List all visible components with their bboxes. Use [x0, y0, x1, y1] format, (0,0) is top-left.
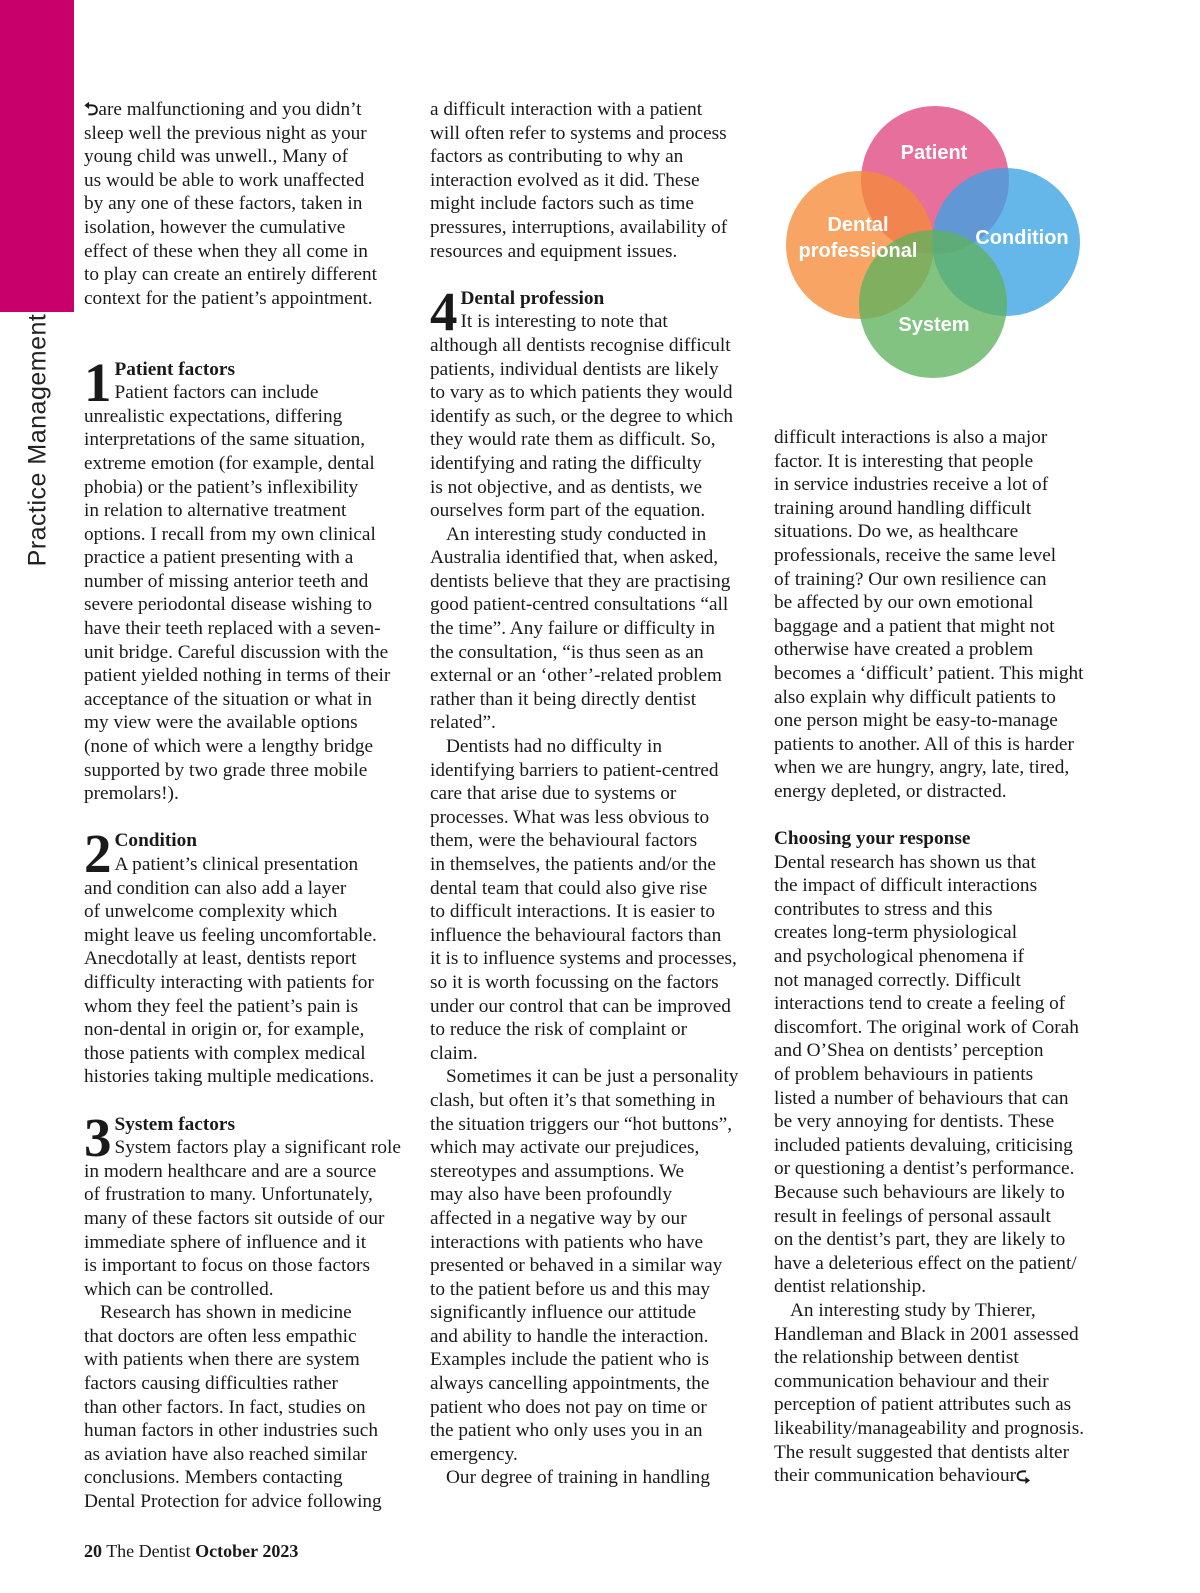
section-body: in modern healthcare and are a source of frustration to many. Unfortunately, many of these factors sit outside of our immediate sphere of influence and it is important to focus on those factors which can be controlled. — [84, 1160, 385, 1300]
section-body: and condition can also add a layer of unwelcome complexity which might leave us feeling uncomfortable. Anecdotally at least, dentists report difficulty interacting with patients for whom they feel the patient’s pain is non-dental in origin or, for example, those patients with complex medical histories taking multiple medications. — [84, 877, 377, 1088]
body-paragraph: a difficult interaction with a patient will often refer to systems and process factors as contributing to why an interaction evolved as it did. These might include factors such as time pressures, interruptions, availability of resources and equipment issues. — [430, 99, 728, 262]
section-dental-profession — [430, 280, 755, 342]
venn-label-patient: Patient — [900, 142, 968, 164]
article-column-2 — [430, 98, 755, 1490]
venn-label-system: System — [898, 314, 970, 336]
body-paragraph: Dentists had no difficulty in identifying barriers to patient-centred care that arise due to systems or processes. What was less obvious to them, were the behavioural factors in themselves, the patients and/or the dental team that could also give rise to difficult interactions. It is easier to influence the behavioural factors than it is to influence systems and processes, so it is worth focussing on the factors under our control that can be improved to reduce the risk of complaint or claim. — [430, 736, 737, 1064]
section-number: 3 — [84, 1106, 112, 1168]
section-first-line: System factors play a significant role — [114, 1137, 401, 1159]
section-heading: Patient factors — [114, 358, 235, 380]
section-number: 4 — [430, 280, 458, 342]
section-first-line: Patient factors can include — [114, 382, 319, 404]
venn-label-professional: professional — [798, 240, 918, 262]
section-body: although all dentists recognise difficult patients, individual dentists are likely to vary as to which patients they would identify as such, or the degree to which they would rate them as difficult. So, identifying and rating the difficulty is not objective, and as dentists, we ourselves form part of the equation. — [430, 334, 734, 522]
continuation-paragraph: ⮌are malfunctioning and you didn’t sleep well the previous night as your young child was unwell., Many of us would be able to work unaffected by any one of these factors, taken in isolation, however the cumulative effect of these when they all come in to play can create an entirely different context for the patient’s appointment. — [84, 99, 377, 309]
section-first-line: A patient’s clinical presentation — [114, 854, 359, 875]
page-footer — [84, 1541, 298, 1562]
subheading: Choosing your response — [774, 828, 971, 850]
section-number: 1 — [84, 351, 112, 413]
section-heading: Condition — [114, 830, 198, 852]
section-system-factors — [84, 1106, 414, 1168]
section-patient-factors — [84, 351, 414, 413]
body-paragraph: An interesting study conducted in Australia identified that, when asked, dentists believe that they are practising good patient-centred consultations “all the time”. Any failure or difficulty in the consultation, “is thus seen as an external or an ‘other’-related problem rather than it being directly dentist related”. — [430, 523, 731, 734]
section-condition — [84, 823, 414, 885]
page-number: 20 — [84, 1541, 102, 1561]
body-paragraph: Research has shown in medicine that doctors are often less empathic with patients when there are system factors causing difficulties rather than other factors. In fact, studies on human factors in other industries such as aviation have also reached similar conclusions. Members contacting Dental Protection for advice following — [84, 1302, 382, 1513]
continued-arrow-icon: ⮌ — [84, 99, 99, 120]
section-heading: Dental profession — [460, 287, 605, 309]
venn-label-condition: Condition — [975, 227, 1069, 249]
section-heading: System factors — [114, 1113, 235, 1135]
continues-arrow-icon: ⮎ — [1016, 1465, 1031, 1487]
body-paragraph: Our degree of training in handling — [446, 1467, 710, 1489]
body-paragraph: difficult interactions is also a major factor. It is interesting that people in service industries receive a lot of training around handling difficult situations. Do we, as healthcare professionals, receive the same level of training? Our own resilience can be affected by our own emotional baggage and a patient that might not otherwise have created a problem becomes a ‘difficult’ patient. This might also explain why difficult patients to one person might be easy-to-manage patients to another. All of this is harder when we are hungry, angry, late, tired, energy depleted, or distracted. — [774, 427, 1084, 802]
body-paragraph: Dental research has shown us that the impact of difficult interactions contributes to stress and this creates long-term physiological and psychological phenomena if not managed correctly. Difficult interactions tend to create a feeling of discomfort. The original work of Corah and O’Shea on dentists’ perception of problem behaviours in patients listed a number of behaviours that can be very annoying for dentists. These included patients devaluing, criticising or questioning a dentist’s performance. Because such behaviours are likely to result in feelings of personal assault on the dentist’s part, they are likely to have a deleterious effect on the patient/ dentist relationship. — [774, 851, 1079, 1298]
body-paragraph: An interesting study by Thierer, Handleman and Black in 2001 assessed the relationship between dentist communication behaviour and their perception of patient attributes such as likeability/manageability and prognosis. The result suggested that dentists alter their communication behaviour⮎ — [774, 1299, 1085, 1487]
venn-diagram — [780, 100, 1090, 380]
section-first-line: It is interesting to note that — [460, 311, 668, 333]
section-number: 2 — [84, 823, 112, 885]
body-paragraph: Sometimes it can be just a personality clash, but often it’s that something in the situation triggers our “hot buttons”, which may activate our prejudices, stereotypes and assumptions. We may also have been profoundly affected in a negative way by our interactions with patients who have presented or behaved in a similar way to the patient before us and this may significantly influence our attitude and ability to handle the interaction. Examples include the patient who is always cancelling appointments, the patient who does not pay on time or the patient who only uses you in an emergency. — [430, 1066, 739, 1465]
section-color-bar — [0, 0, 74, 312]
venn-label-dental: Dental — [827, 214, 889, 236]
section-body: unrealistic expectations, differing interpretations of the same situation, extreme emotion (for example, dental phobia) or the patient’s inflexibility in relation to alternative treatment options. I recall from my own clinical practice a patient presenting with a number of missing anterior teeth and severe periodontal disease wishing to have their teeth replaced with a seven- unit bridge. Careful discussion with the patient yielded nothing in terms of their acceptance of the situation or what in my view were the available options (none of which were a lengthy bridge supported by two grade three mobile premolars!). — [84, 405, 391, 805]
publication-name: The Dentist — [106, 1541, 191, 1561]
article-column-3 — [774, 426, 1106, 1488]
issue-date: October 2023 — [195, 1541, 299, 1561]
article-column-1 — [84, 98, 414, 1514]
